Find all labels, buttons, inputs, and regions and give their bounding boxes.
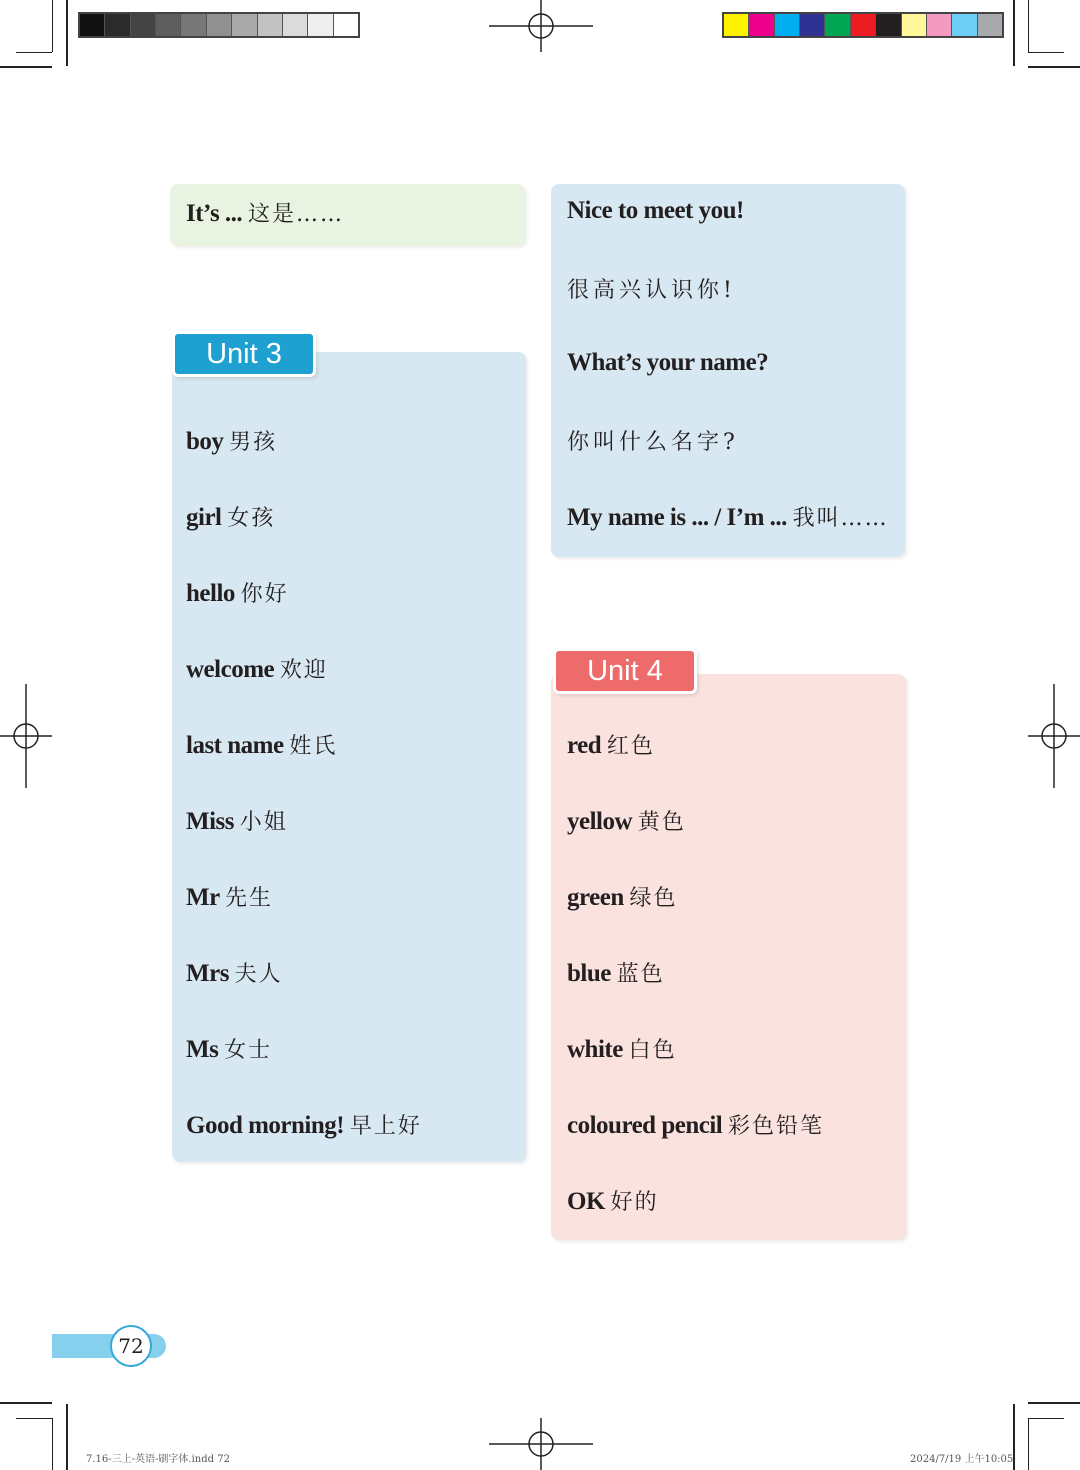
- crop-mark: [1028, 66, 1080, 68]
- vocab-item-zh: 早上好: [349, 1114, 422, 1139]
- color-swatch: [800, 14, 825, 36]
- unit4-tab: Unit 4: [553, 648, 697, 694]
- crop-mark: [0, 1402, 52, 1404]
- vocab-item-zh: 姓氏: [289, 734, 338, 759]
- color-swatch: [131, 14, 156, 36]
- vocab-item: [186, 1109, 422, 1140]
- vocab-item-zh: 女士: [224, 1038, 273, 1063]
- color-calibration-bar: [722, 12, 1004, 38]
- registration-mark-left: [0, 684, 52, 788]
- color-swatch: [775, 14, 800, 36]
- vocab-item: [567, 1109, 824, 1140]
- vocab-item-zh: 小姐: [239, 810, 288, 835]
- vocab-item-en: Miss: [186, 808, 240, 835]
- crop-mark: [1028, 52, 1064, 53]
- crop-mark: [16, 1418, 52, 1419]
- color-swatch: [308, 14, 333, 36]
- color-swatch: [876, 14, 901, 36]
- vocab-item-zh: 你好: [240, 582, 289, 607]
- color-swatch: [283, 14, 308, 36]
- vocab-item: [567, 1033, 677, 1064]
- vocab-item: [186, 653, 328, 684]
- vocab-item: [186, 501, 275, 532]
- color-swatch: [724, 14, 749, 36]
- phrase-line-zh: 很高兴认识你!: [567, 278, 736, 303]
- vocab-item-en: blue: [567, 960, 617, 987]
- grayscale-calibration-bar: [78, 12, 360, 38]
- vocab-item-zh: 女孩: [227, 506, 276, 531]
- vocab-item: [186, 729, 337, 760]
- crop-mark: [1013, 0, 1015, 66]
- crop-mark: [66, 0, 68, 66]
- unit3-tab: Unit 3: [172, 331, 316, 377]
- vocab-item-zh: 绿色: [629, 886, 678, 911]
- phrase-line-en: What’s your name?: [567, 349, 769, 376]
- vocab-item-zh: 好的: [610, 1190, 659, 1215]
- color-swatch: [927, 14, 952, 36]
- vocab-item-en: Mrs: [186, 960, 235, 987]
- color-swatch: [952, 14, 977, 36]
- vocab-item-en: red: [567, 732, 607, 759]
- file-slug: 7.16-三上-英语-刷字体.indd 72: [86, 1454, 230, 1465]
- intro-phrase: [186, 197, 344, 228]
- crop-mark: [66, 1404, 68, 1470]
- vocab-item-en: boy: [186, 428, 230, 455]
- vocab-item: [186, 805, 288, 836]
- phrase-line-zh: 我叫……: [792, 506, 889, 531]
- phrase-line: [567, 197, 744, 225]
- vocab-item-en: coloured pencil: [567, 1112, 728, 1139]
- color-swatch: [105, 14, 130, 36]
- vocab-item: [186, 425, 277, 456]
- phrase-line: [567, 501, 889, 532]
- page-number: 72: [110, 1325, 152, 1367]
- vocab-item-en: Good morning!: [186, 1112, 350, 1139]
- vocab-item: [186, 577, 289, 608]
- crop-mark: [52, 0, 53, 52]
- vocab-item: [186, 1033, 272, 1064]
- intro-phrase-en: It’s ...: [186, 200, 248, 227]
- phrase-line-en: Nice to meet you!: [567, 197, 744, 224]
- color-swatch: [207, 14, 232, 36]
- vocab-item-en: Mr: [186, 884, 225, 911]
- vocab-item-zh: 男孩: [229, 430, 278, 455]
- vocab-item-en: yellow: [567, 808, 638, 835]
- vocab-item-en: white: [567, 1036, 629, 1063]
- vocab-item: [567, 805, 686, 836]
- crop-mark: [1028, 1402, 1080, 1404]
- vocab-item-en: Ms: [186, 1036, 225, 1063]
- crop-mark: [1013, 1404, 1015, 1470]
- crop-mark: [52, 1418, 53, 1470]
- registration-mark-right: [1028, 684, 1080, 788]
- vocab-item-zh: 红色: [606, 734, 655, 759]
- color-swatch: [749, 14, 774, 36]
- color-swatch: [258, 14, 283, 36]
- vocab-item-zh: 欢迎: [279, 658, 328, 683]
- vocab-item-zh: 彩色铅笔: [727, 1114, 824, 1139]
- crop-mark: [1028, 0, 1029, 52]
- vocab-item: [186, 881, 273, 912]
- vocab-item-en: OK: [567, 1188, 611, 1215]
- phrase-line: [567, 273, 736, 304]
- color-swatch: [825, 14, 850, 36]
- color-swatch: [851, 14, 876, 36]
- phrase-line-zh: 你叫什么名字?: [567, 430, 739, 455]
- crop-mark: [1028, 1418, 1029, 1470]
- crop-mark: [1028, 1418, 1064, 1419]
- vocab-item-en: green: [567, 884, 630, 911]
- vocab-item-en: last name: [186, 732, 290, 759]
- vocab-item-zh: 先生: [225, 886, 274, 911]
- vocab-item: [567, 881, 678, 912]
- color-swatch: [80, 14, 105, 36]
- phrase-line: [567, 425, 739, 456]
- phrase-line: [567, 349, 768, 377]
- vocab-item-zh: 黄色: [637, 810, 686, 835]
- color-swatch: [334, 14, 358, 36]
- vocab-item-zh: 白色: [628, 1038, 677, 1063]
- color-swatch: [181, 14, 206, 36]
- vocab-item-zh: 夫人: [234, 962, 283, 987]
- vocab-item: [567, 1185, 659, 1216]
- vocab-item-en: welcome: [186, 656, 280, 683]
- vocab-item: [186, 957, 283, 988]
- crop-mark: [16, 52, 52, 53]
- vocab-item-zh: 蓝色: [616, 962, 665, 987]
- registration-mark-bottom: [489, 1418, 593, 1470]
- vocab-item-en: hello: [186, 580, 241, 607]
- vocab-item: [567, 729, 655, 760]
- vocab-item: [567, 957, 665, 988]
- phrase-line-en: My name is ... / I’m ...: [567, 504, 793, 531]
- color-swatch: [978, 14, 1002, 36]
- color-swatch: [902, 14, 927, 36]
- crop-mark: [0, 66, 52, 68]
- color-swatch: [156, 14, 181, 36]
- registration-mark-top: [489, 0, 593, 52]
- intro-phrase-zh: 这是……: [247, 202, 344, 227]
- date-slug: 2024/7/19 上午10:05: [910, 1454, 1014, 1465]
- vocab-item-en: girl: [186, 504, 228, 531]
- color-swatch: [232, 14, 257, 36]
